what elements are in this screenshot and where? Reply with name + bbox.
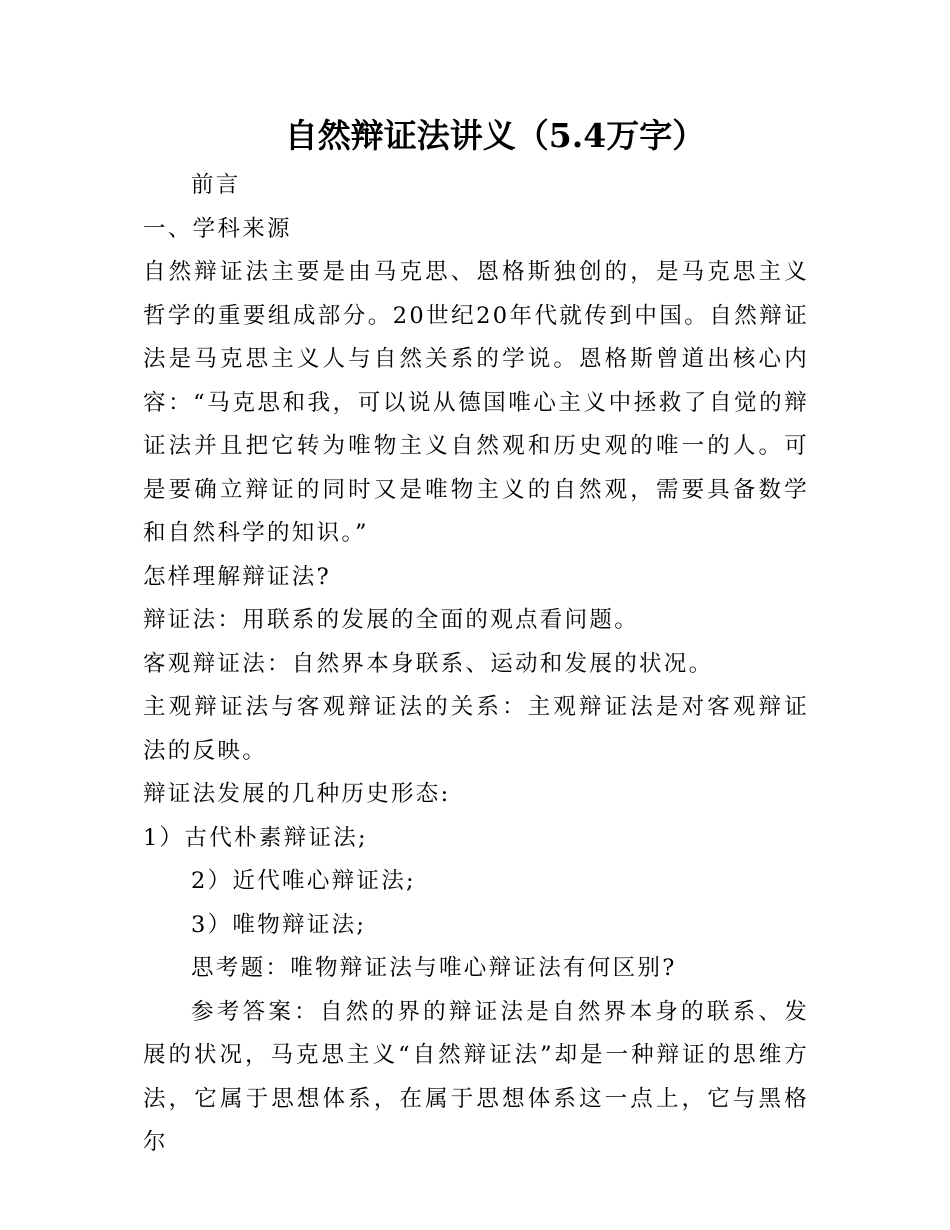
list-item-modern: 2）近代唯心辩证法;: [191, 868, 416, 894]
thinking-question: 思考题：唯物辩证法与唯心辩证法有何区别?: [191, 955, 677, 981]
document-body: [143, 164, 809, 1165]
question-dialectics: 怎样理解辩证法?: [143, 563, 331, 590]
section-heading-origin: 一、学科来源: [143, 215, 292, 242]
document-title: 自然辩证法讲义（5.4万字）: [284, 116, 706, 155]
section-heading-preface: 前言: [191, 172, 241, 198]
paragraph-introduction: 自然辩证法主要是由马克思、恩格斯独创的，是马克思主义哲学的重要组成部分。20世纪20年代就传到中国。自然辩证法是马克思主义人与自然关系的学说。恩格斯曾道出核心内容：“马克思和我，可以说从德国唯心主义中拯救了自觉的辩证法并且把它转为唯物主义自然观和历史观的唯一的人。可是要确立辩证的同时又是唯物主义的自然观，需要具备数学和自然科学的知识。”: [143, 259, 809, 546]
definition-dialectics: 辩证法：用联系的发展的全面的观点看问题。: [143, 607, 640, 633]
definition-subjective-objective-relation: 主观辩证法与客观辩证法的关系：主观辩证法是对客观辩证法的反映。: [143, 694, 809, 764]
definition-objective-dialectics: 客观辩证法：自然界本身联系、运动和发展的状况。: [143, 650, 714, 677]
list-item-materialist: 3）唯物辩证法;: [191, 911, 367, 938]
reference-answer: 参考答案：自然的界的辩证法是自然界本身的联系、发展的状况，马克思主义“自然辩证法”却是一种辩证的思维方法，它属于思想体系，在属于思想体系这一点上，它与黑格尔: [143, 998, 809, 1155]
list-item-ancient: 1）古代朴素辩证法;: [143, 824, 368, 851]
heading-historical-forms: 辩证法发展的几种历史形态:: [143, 781, 451, 807]
